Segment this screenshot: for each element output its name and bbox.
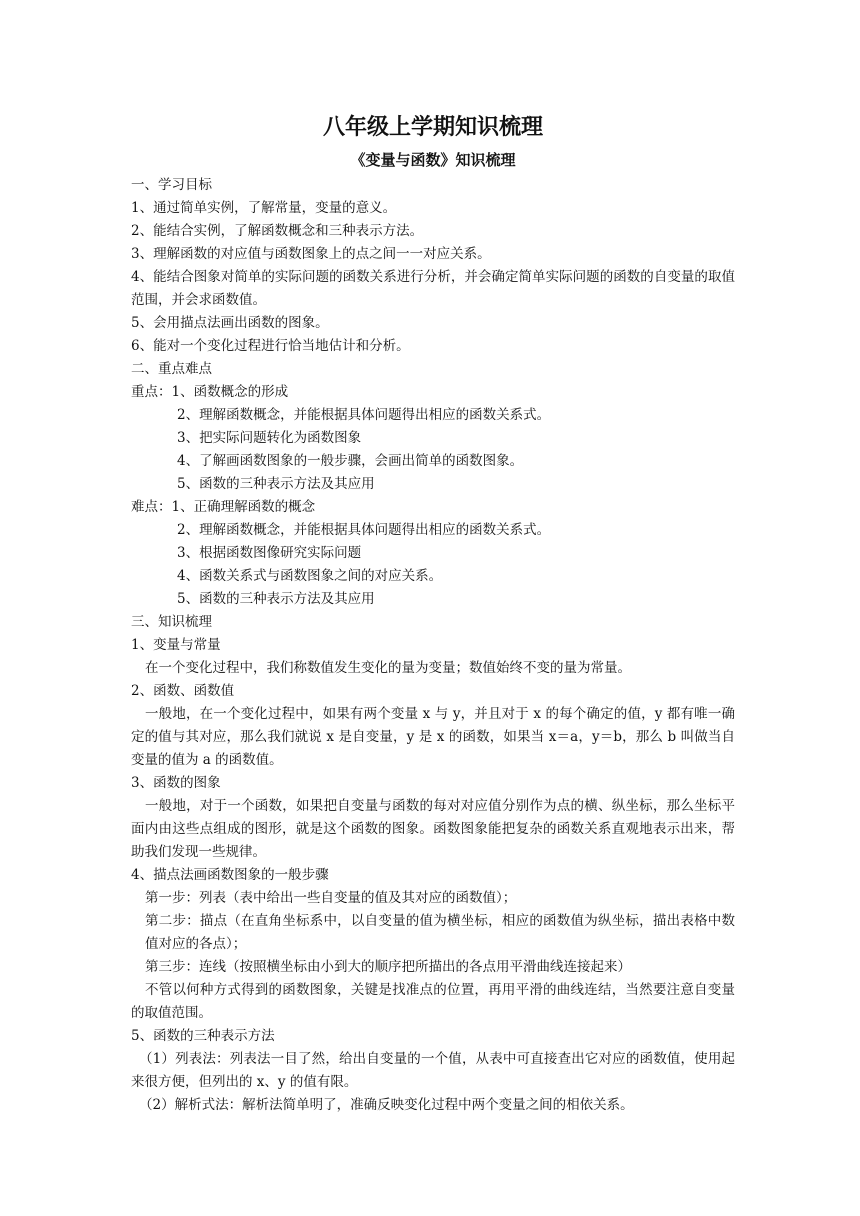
goal-item: 3、理解函数的对应值与函数图象上的点之间一一对应关系。: [131, 246, 491, 262]
difficulty-item: 5、函数的三种表示方法及其应用: [177, 591, 375, 607]
goal-item: 4、能结合图象对简单的实际问题的函数关系进行分析，并会确定简单实际问题的函数的自变量的取值范围，并会求函数值。: [131, 269, 735, 308]
step-item: 第三步：连线（按照横坐标由小到大的顺序把所描出的各点用平滑曲线连接起来）: [145, 959, 631, 975]
topic-title: 2、函数、函数值: [131, 683, 235, 699]
topic-title: 5、函数的三种表示方法: [131, 1028, 275, 1044]
topic-paragraph: 不管以何种方式得到的函数图象，关键是找准点的位置，再用平滑的曲线连结，当然要注意自变量的取值范围。: [131, 982, 735, 1021]
topic-paragraph: 在一个变化过程中，我们称数值发生变化的量为变量；数值始终不变的量为常量。: [145, 660, 631, 676]
step-item: 第二步：描点（在直角坐标系中，以自变量的值为横坐标，相应的函数值为纵坐标，描出表格中数值对应的各点）；: [145, 913, 735, 952]
key-point-item: 重点：1、函数概念的形成: [131, 384, 289, 400]
section-heading-knowledge: 三、知识梳理: [131, 614, 212, 630]
document-title: 八年级上学期知识梳理: [322, 115, 543, 140]
key-point-item: 4、了解画函数图象的一般步骤，会画出简单的函数图象。: [177, 453, 524, 469]
difficulty-item: 3、根据函数图像研究实际问题: [177, 545, 362, 561]
goal-item: 5、会用描点法画出函数的图象。: [131, 315, 329, 331]
method-item: （1）列表法：列表法一目了然，给出自变量的一个值，从表中可直接查出它对应的函数值，使用起来很方便，但列出的 x、y 的值有限。: [131, 1051, 735, 1090]
key-point-item: 5、函数的三种表示方法及其应用: [177, 476, 375, 492]
difficulty-item: 4、函数关系式与函数图象之间的对应关系。: [177, 568, 443, 584]
topic-paragraph: 一般地，对于一个函数，如果把自变量与函数的每对对应值分别作为点的横、纵坐标，那么坐标平面内由这些点组成的图形，就是这个函数的图象。函数图象能把复杂的函数关系直观地表示出来，帮助我们发现一些规律。: [131, 798, 735, 860]
step-item: 第一步：列表（表中给出一些自变量的值及其对应的函数值）；: [145, 890, 517, 906]
goal-item: 2、能结合实例，了解函数概念和三种表示方法。: [131, 223, 424, 239]
key-point-item: 3、把实际问题转化为函数图象: [177, 430, 362, 446]
difficulty-item: 难点：1、正确理解函数的概念: [131, 499, 316, 515]
key-point-item: 2、理解函数概念，并能根据具体问题得出相应的函数关系式。: [177, 407, 551, 423]
difficulty-item: 2、理解函数概念，并能根据具体问题得出相应的函数关系式。: [177, 522, 551, 538]
method-item: （2）解析式法：解析法简单明了，准确反映变化过程中两个变量之间的相依关系。: [139, 1097, 634, 1113]
goal-item: 6、能对一个变化过程进行恰当地估计和分析。: [131, 338, 410, 354]
topic-title: 1、变量与常量: [131, 637, 221, 653]
topic-title: 3、函数的图象: [131, 775, 221, 791]
goal-item: 1、通过简单实例，了解常量，变量的意义。: [131, 200, 397, 216]
topic-paragraph: 一般地，在一个变化过程中，如果有两个变量 x 与 y，并且对于 x 的每个确定的值，y 都有唯一确定的值与其对应，那么我们就说 x 是自变量，y 是 x 的函数，如果当 x＝a，y＝b，那么 b 叫做当自变量的值为 a 的函数值。: [131, 706, 735, 768]
document-page: [131, 112, 735, 1117]
section-heading-key-points: 二、重点难点: [131, 361, 212, 377]
topic-title: 4、描点法画函数图象的一般步骤: [131, 867, 329, 883]
document-subtitle: 《变量与函数》知识梳理: [350, 151, 516, 169]
section-heading-goals: 一、学习目标: [131, 177, 212, 193]
